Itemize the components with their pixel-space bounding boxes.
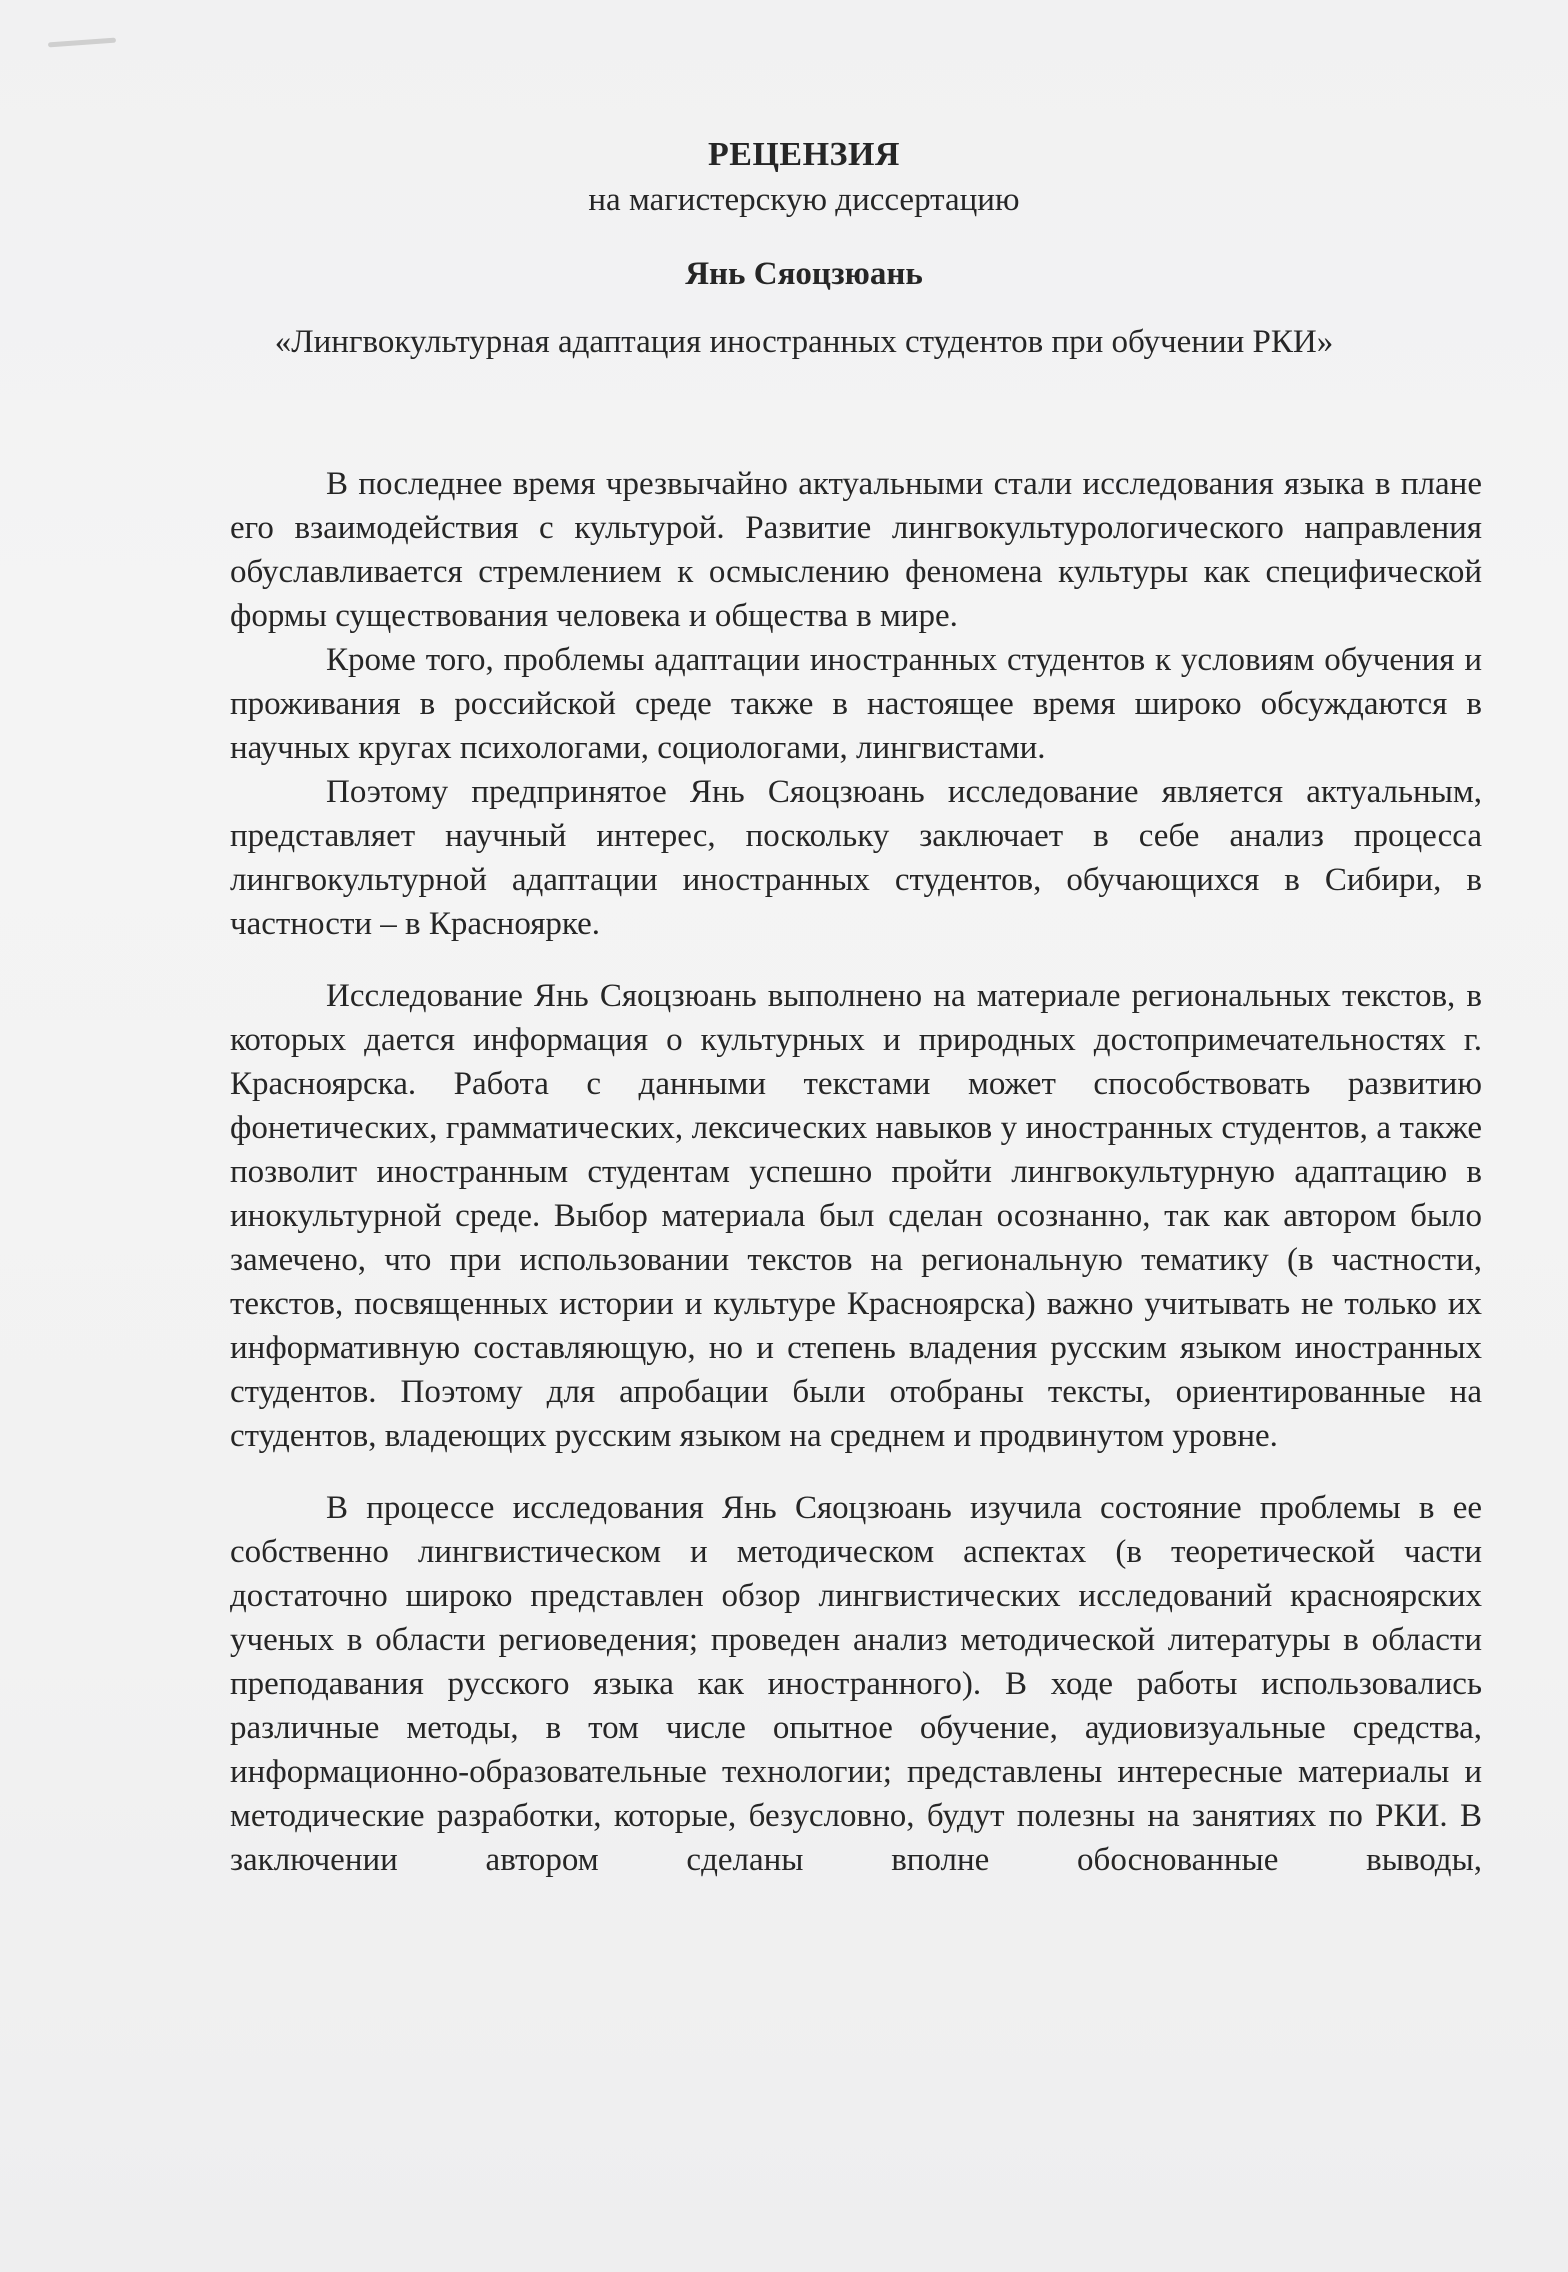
document-title: РЕЦЕНЗИЯ [708,136,900,173]
paragraph-2: Кроме того, проблемы адаптации иностранных студентов к условиям обучения и проживания в российской среде также в настоящее время широко обсуждаются в научных кругах психологами, социологами, лингвистами. [230,642,1482,766]
paragraph-5: В процессе исследования Янь Сяоцзюань изучила состояние проблемы в ее собственно лингвистическом и методическом аспектах (в теоретической части достаточно широко представлен обзор лингвистических исследований красноярских ученых в области региоведения; проведен анализ методической литературы в области преподавания русского языка как иностранного). В ходе работы использовались различные методы, в том числе опытное обучение, аудиовизуальные средства, информационно-образовательные технологии; представлены интересные материалы и методические разработки, которые, безусловно, будут полезны на занятиях по РКИ. В заключении автором сделаны вполне обоснованные выводы, [230,1490,1482,1878]
work-title: «Лингвокультурная адаптация иностранных студентов при обучении РКИ» [274,324,1334,360]
staple-mark [48,38,116,48]
review-body [230,462,1482,1882]
document-subtitle: на магистерскую диссертацию [588,182,1020,218]
paragraph-4: Исследование Янь Сяоцзюань выполнено на материале региональных текстов, в которых дается информация о культурных и природных достопримечательностях г. Красноярска. Работа с данными текстами может способствовать развитию фонетических, грамматических, лексических навыков у иностранных студентов, а также позволит иностранным студентам успешно пройти лингвокультурную адаптацию в инокультурной среде. Выбор материала был сделан осознанно, так как автором было замечено, что при использовании текстов на региональную тематику (в частности, текстов, посвященных истории и культуре Красноярска) важно учитывать не только их информативную составляющую, но и степень владения русским языком иностранных студентов. Поэтому для апробации были отобраны тексты, ориентированные на студентов, владеющих русским языком на среднем и продвинутом уровне. [230,978,1482,1454]
paragraph-1: В последнее время чрезвычайно актуальными стали исследования языка в плане его взаимодействия с культурой. Развитие лингвокультурологического направления обуславливается стремлением к осмыслению феномена культуры как специфической формы существования человека и общества в мире. [230,466,1482,634]
paragraph-3: Поэтому предпринятое Янь Сяоцзюань исследование является актуальным, представляет научный интерес, поскольку заключает в себе анализ процесса лингвокультурной адаптации иностранных студентов, обучающихся в Сибири, в частности – в Красноярке. [230,774,1482,942]
author-name: Янь Сяоцзюань [685,256,923,292]
